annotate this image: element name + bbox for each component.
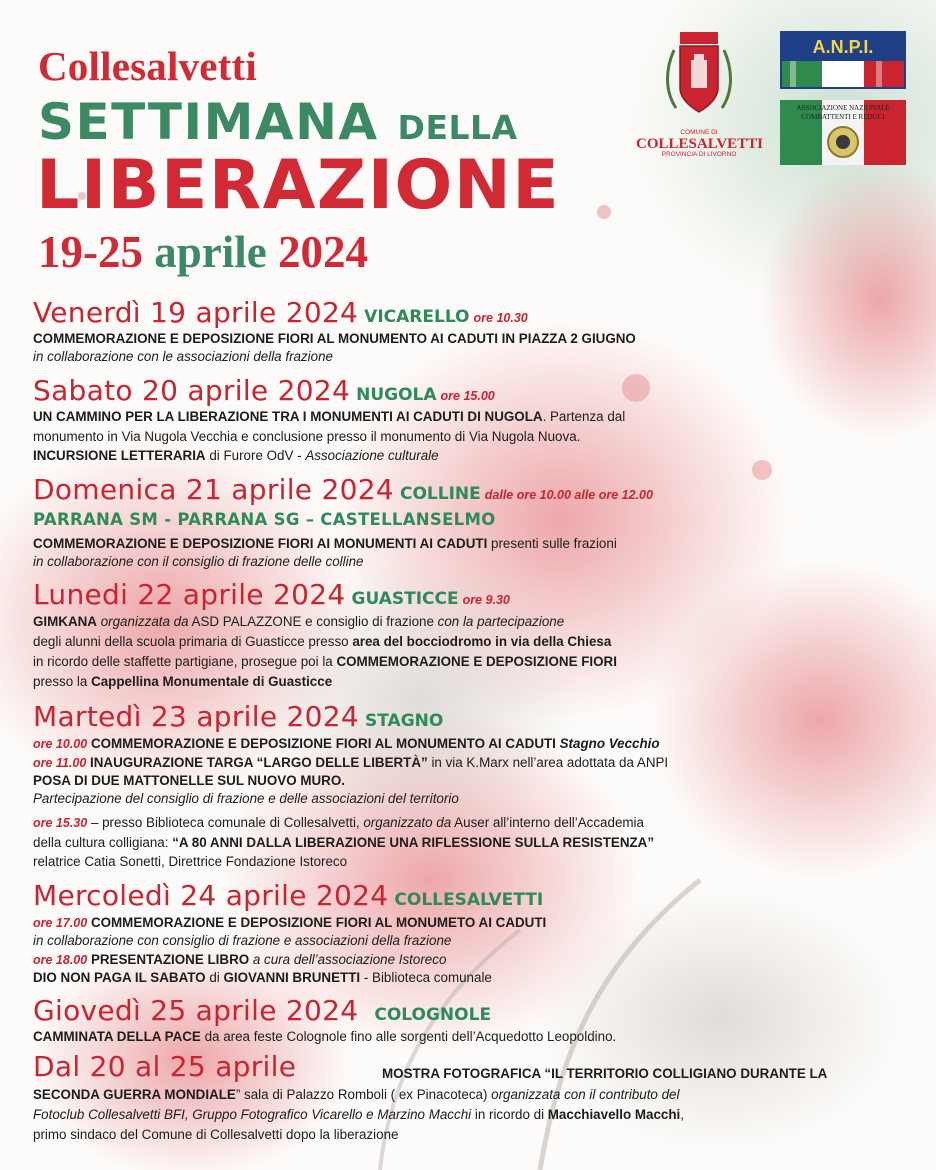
event-text: UN CAMMINO PER LA LIBERAZIONE TRA I MONUMENTI AI CADUTI DI NUGOLA [33,409,543,424]
event-text: presenti sulle frazioni [487,536,617,551]
event-line [33,950,446,970]
event-time: ore 17.00 [33,916,88,930]
event-text: in ricordo di [471,1107,548,1122]
event-places: PARRANA SM - PARRANA SG – CASTELLANSELMO [33,510,496,529]
event-line [33,753,668,773]
day-title: Venerdì 19 aprile 2024 [33,296,359,329]
event-line [33,833,654,852]
day-heading-24 [33,879,543,912]
day-title: Giovedì 25 aprile 2024 [33,994,359,1027]
event-text: Macchiavello Macchi [547,1107,681,1122]
event-text: GIMKANA [33,614,97,629]
combattenti-logo [780,100,906,165]
event-text: area del bocciodromo in via della Chiesa [352,634,612,649]
day-place: COLLINE [400,484,481,504]
event-text: INCURSIONE LETTERARIA [33,448,206,463]
title-della-word: DELLA [397,108,518,147]
event-line [33,612,564,631]
range-heading [33,1050,296,1083]
day-heading-22 [33,578,510,611]
event-line [33,734,660,754]
event-line: Partecipazione del consiglio di frazione e delle associazioni del territorio [33,791,459,806]
event-text: organizzata con il contributo del [491,1087,680,1102]
day-heading-25 [33,994,491,1027]
anpi-text: A.N.P.I. [812,37,874,57]
event-text: degli alunni della scuola primaria di Guasticce presso [33,634,353,649]
range-title: Dal 20 al 25 aprile [33,1050,297,1083]
title-liberazione: LIBERAZIONE [36,146,561,225]
event-text: INAUGURAZIONE TARGA “LARGO DELLE LIBERTÀ” [86,755,428,770]
day-time: ore 10.30 [473,311,528,325]
comune-label: COMUNE DI [680,129,718,136]
event-text: COMMEMORAZIONE E DEPOSIZIONE FIORI AI MONUMENTI AI CADUTI [33,536,488,551]
town-title: Collesalvetti [38,43,257,89]
date-days: 19-25 [38,227,143,277]
event-text: , [680,1107,684,1122]
event-line [33,913,546,933]
day-title: Domenica 21 aprile 2024 [33,473,394,506]
date-year: 2024 [277,227,368,277]
coat-of-arms-icon [636,28,762,124]
event-text: a cura dell’associazione Istoreco [249,952,447,967]
event-text: COMMEMORAZIONE E DEPOSIZIONE FIORI AL MONUMENTO AI CADUTI [87,736,560,751]
event-text: - Biblioteca comunale [360,970,492,985]
day-time: ore 15.00 [440,389,495,403]
day-place: NUGOLA [356,385,437,405]
day-place: COLLESALVETTI [394,890,544,910]
event-text: con la partecipazione [437,614,565,629]
comune-province: PROVINCIA DI LIVORNO [661,151,737,158]
anpi-logo [780,31,906,89]
event-line: monumento in Via Nugola Vecchia e conclusione presso il monumento di Via Nugola Nuova. [33,429,581,444]
event-text: da area feste Colognole fino alle sorgenti dell’Acquedotto Leopoldino. [200,1029,617,1044]
event-text: CAMMINATA DELLA PACE [33,1029,201,1044]
event-line: relatrice Catia Sonetti, Direttrice Fondazione Istoreco [33,854,348,869]
event-text: di [205,970,224,985]
event-line: in collaborazione con consiglio di frazione e associazioni della frazione [33,933,452,948]
event-line [33,672,332,691]
event-line [33,534,617,553]
event-text: DIO NON PAGA IL SABATO [33,970,206,985]
event-line: in collaborazione con il consiglio di frazione delle colline [33,554,364,569]
event-text: PRESENTAZIONE LIBRO [87,952,250,967]
event-line [33,407,625,426]
date-month: aprile [154,227,267,277]
event-text: “A 80 ANNI DALLA LIBERAZIONE UNA RIFLESSIONE SULLA RESISTENZA” [172,835,655,850]
comune-logo [636,28,762,168]
event-text: ASD PALAZZONE e consiglio di frazione [188,614,438,629]
day-title: Lunedi 22 aprile 2024 [33,578,346,611]
event-line [33,1085,679,1104]
event-text: COMMEMORAZIONE E DEPOSIZIONE FIORI [336,654,617,669]
event-time: ore 11.00 [33,756,87,770]
event-text: – presso Biblioteca comunale di Collesalvetti, [87,815,364,830]
event-line: MOSTRA FOTOGRAFICA “IL TERRITORIO COLLIGIANO DURANTE LA [382,1066,828,1081]
event-text: organizzata da [96,614,189,629]
event-text: organizzato da [363,815,452,830]
event-line [33,632,611,651]
day-title: Sabato 20 aprile 2024 [33,374,351,407]
day-heading-21 [33,473,653,506]
event-text: presso la [33,674,92,689]
event-text: . Partenza dal [542,409,626,424]
event-text: Stagno Vecchio [559,736,660,751]
event-text: in ricordo delle staffette partigiane, prosegue poi la [33,654,337,669]
event-text: Cappellina Monumentale di Guasticce [91,674,333,689]
day-heading-20 [33,374,495,407]
event-line: COMMEMORAZIONE E DEPOSIZIONE FIORI AL MONUMENTO AI CADUTI IN PIAZZA 2 GIUGNO [33,331,636,346]
event-line [33,968,492,987]
event-text: ” sala di Palazzo Romboli ( ex Pinacoteca) [235,1087,492,1102]
event-text: SECONDA GUERRA MONDIALE [33,1087,236,1102]
day-place: COLOGNOLE [374,1005,492,1025]
event-line: POSA DI DUE MATTONELLE SUL NUOVO MURO. [33,773,345,788]
day-title: Mercoledì 24 aprile 2024 [33,879,389,912]
day-place: GUASTICCE [351,589,459,609]
event-text: della cultura colligiana: [33,835,173,850]
event-time: ore 18.00 [33,953,88,967]
day-title: Martedì 23 aprile 2024 [33,700,360,733]
event-text: COMMEMORAZIONE E DEPOSIZIONE FIORI AL MONUMETO AI CADUTI [87,915,547,930]
day-heading-23 [33,700,443,733]
event-text: GIOVANNI BRUNETTI [223,970,361,985]
event-text: Associazione culturale [305,448,439,463]
title-settimana [38,93,518,151]
date-range [38,226,368,278]
event-text: di Furore OdV - [205,448,306,463]
day-place: VICARELLO [364,307,470,327]
day-heading-19 [33,296,528,329]
event-line [33,813,644,833]
event-time: ore 10.00 [33,737,88,751]
event-line: primo sindaco del Comune di Collesalvetti dopo la liberazione [33,1127,399,1142]
event-line: in collaborazione con le associazioni della frazione [33,349,333,364]
event-text: Fotoclub Collesalvetti BFI, Gruppo Fotografico Vicarello e Marzino Macchi [33,1107,472,1122]
event-time: ore 15.30 [33,816,88,830]
combattenti-line2: COMBATTENTI E REDUCI [801,113,885,121]
event-line [33,446,439,465]
event-line [33,652,617,671]
event-line [33,1105,684,1124]
day-time: ore 9.30 [462,593,510,607]
comune-name: COLLESALVETTI [636,136,764,152]
event-line [33,1027,616,1046]
combattenti-line1: ASSOCIAZIONE NAZIONALE [796,104,890,112]
day-time: dalle ore 10.00 alle ore 12.00 [484,488,653,502]
event-text: Auser all’interno dell’Accademia [451,815,644,830]
day-place: STAGNO [365,711,444,731]
event-text: in via K.Marx nell’area adottata da ANPI [427,755,669,770]
title-settimana-word: SETTIMANA [38,93,379,151]
